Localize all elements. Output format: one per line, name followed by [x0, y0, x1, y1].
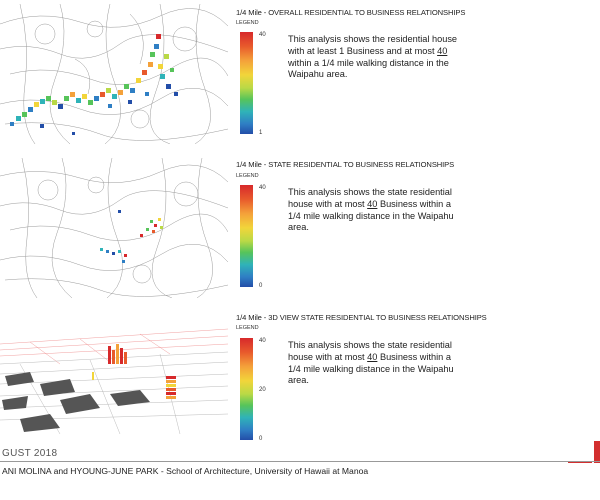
panel-3-legend-label: LEGEND: [236, 325, 259, 331]
panel-2-legend-bar: [240, 185, 253, 287]
panel-2-legend-label: LEGEND: [236, 173, 259, 179]
panel-2-tick-min: 0: [259, 283, 263, 289]
state-residential-map: [0, 158, 228, 298]
panel-3-tick-min: 0: [259, 436, 263, 442]
panel-1-legend-label: LEGEND: [236, 20, 259, 26]
panel-1-tick-min: 1: [259, 130, 263, 136]
panel-3-max-count: 40: [367, 351, 378, 362]
red-accent-block: [594, 441, 600, 463]
state-heat-dots: [100, 210, 163, 263]
panel-2-tick-max: 40: [259, 185, 266, 191]
panel-1-description: This analysis shows the residential house with at least 1 Business and at most 40 within a 1/4 mile walking distance in the Waipahu area.: [288, 34, 458, 80]
3d-bars: [92, 344, 176, 399]
panel-3-tick-max: 40: [259, 338, 266, 344]
footer-credit: ANI MOLINA and HYOUNG-JUNE PARK - School of Architecture, University of Hawaii at Manoa: [2, 466, 369, 476]
panel-1-title: 1/4 Mile - OVERALL RESIDENTIAL TO BUSINESS RELATIONSHIPS: [236, 8, 466, 17]
state-residential-3d-view: [0, 324, 228, 442]
panel-2-description: This analysis shows the state residential house with at most 40 Business within a 1/4 mile walking distance in the Waipahu area.: [288, 187, 454, 233]
overall-residential-map: [0, 4, 228, 144]
panel-3-description: This analysis shows the state residential house with at most 40 Business within a 1/4 mile walking distance in the Waipahu area.: [288, 340, 454, 386]
footer-divider: [0, 461, 600, 462]
panel-3-legend-bar: [240, 338, 253, 440]
panel-1-tick-max: 40: [259, 32, 266, 38]
panel-2-max-count: 40: [367, 198, 378, 209]
panel-1-max-count: 40: [437, 45, 448, 56]
panel-3-title: 1/4 Mile - 3D VIEW STATE RESIDENTIAL TO BUSINESS RELATIONSHIPS: [236, 313, 487, 322]
panel-2-title: 1/4 Mile - STATE RESIDENTIAL TO BUSINESS RELATIONSHIPS: [236, 160, 455, 169]
footer-date: GUST 2018: [2, 448, 58, 459]
panel-1-legend-bar: [240, 32, 253, 134]
panel-3-tick-mid: 20: [259, 387, 266, 393]
overall-heat-dots: [10, 34, 178, 135]
